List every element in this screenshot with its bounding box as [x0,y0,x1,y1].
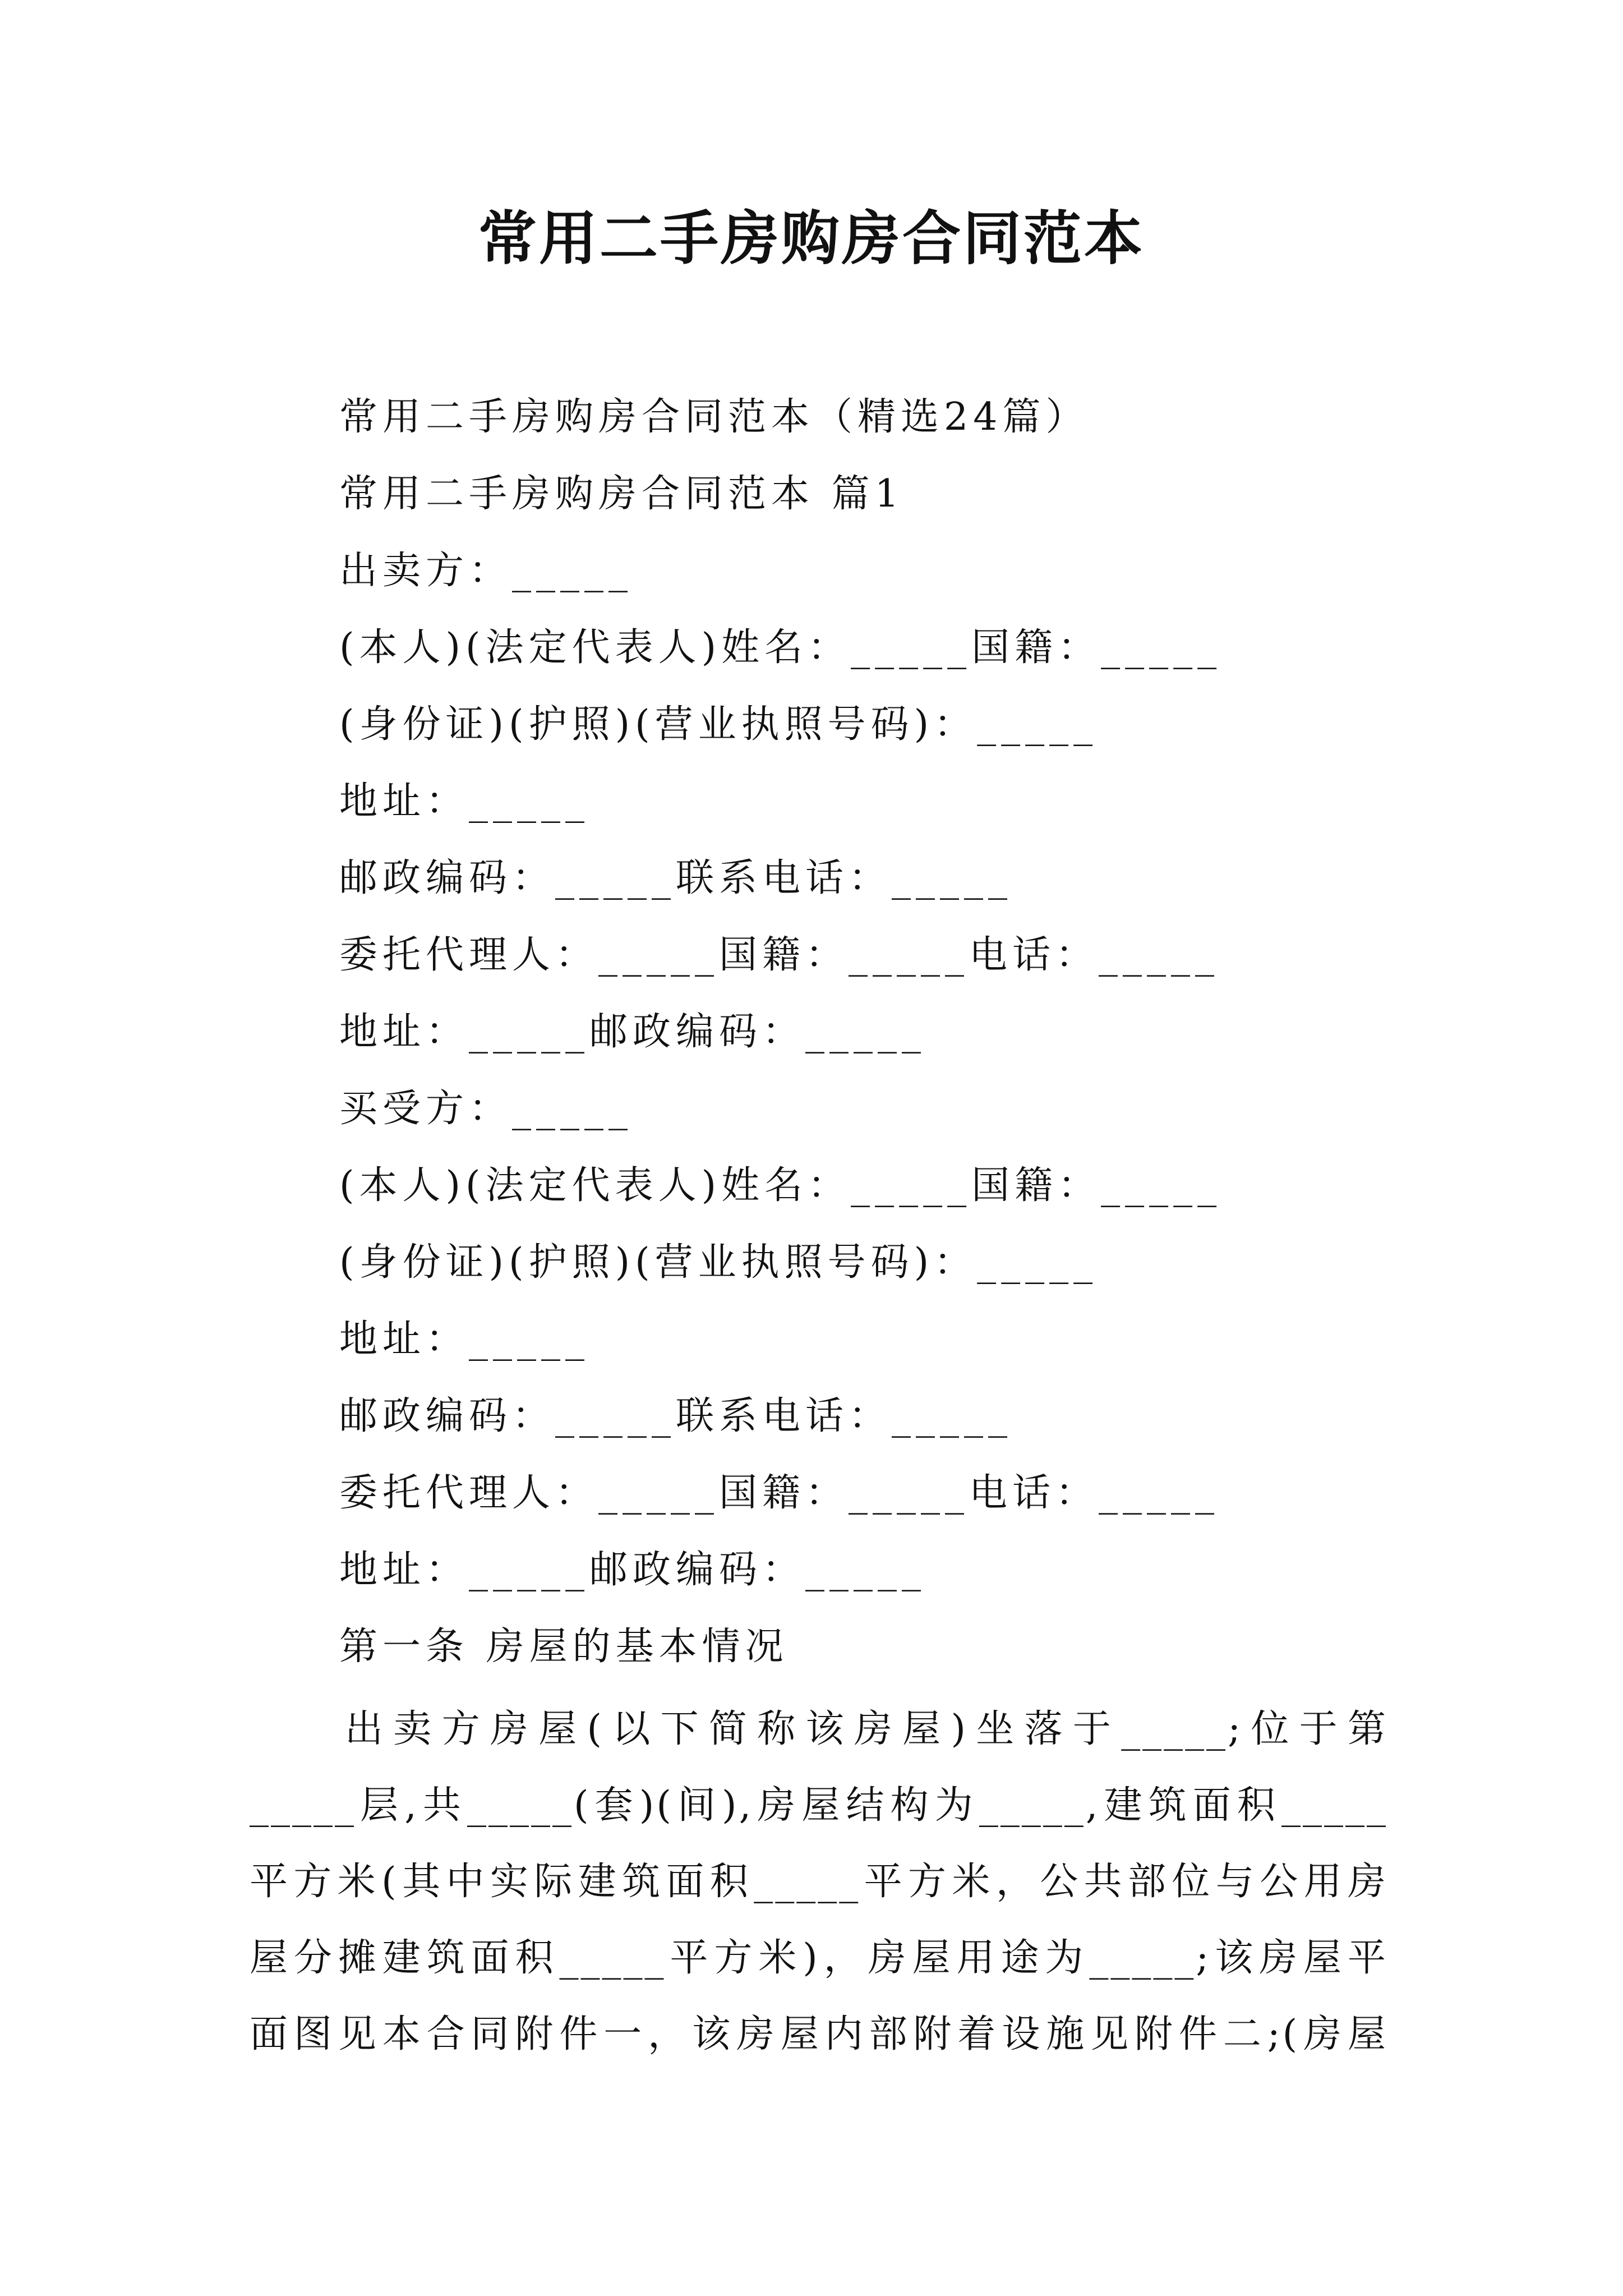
section-heading: 常用二手房购房合同范本 篇1 [339,472,904,516]
seller-agent-address-line: 地址：_____邮政编码：_____ [339,1010,926,1054]
seller-line: 出卖方：_____ [339,549,633,593]
buyer-agent-address-line: 地址：_____邮政编码：_____ [339,1548,926,1592]
buyer-line: 买受方：_____ [339,1087,633,1131]
paragraph-line: 面图见本合同附件一，该房屋内部附着设施见附件二;(房屋 [250,2012,1388,2056]
subtitle-line: 常用二手房购房合同范本（精选24篇） [339,395,1089,439]
seller-contact-line: 邮政编码：_____联系电话：_____ [339,856,1013,900]
seller-agent-line: 委托代理人：_____国籍：_____电话：_____ [339,933,1220,977]
buyer-id-line: (身份证)(护照)(营业执照号码)：_____ [339,1240,1098,1285]
document-title: 常用二手房购房合同范本 [478,204,1145,273]
paragraph-line: 平方米(其中实际建筑面积_____平方米，公共部位与公用房 [250,1860,1388,1904]
buyer-name-line: (本人)(法定代表人)姓名：_____国籍：_____ [339,1163,1222,1208]
seller-id-line: (身份证)(护照)(营业执照号码)：_____ [339,702,1098,747]
article-one-heading: 第一条 房屋的基本情况 [339,1625,789,1669]
contract-header-block [339,379,1405,1685]
paragraph-line: 屋分摊建筑面积_____平方米)，房屋用途为_____;该房屋平 [250,1936,1388,1980]
paragraph-line: _____层,共_____(套)(间),房屋结构为_____,建筑面积_____ [250,1783,1388,1828]
article-one-paragraph [250,1691,1388,2073]
buyer-address-line: 地址：_____ [339,1317,590,1361]
buyer-contact-line: 邮政编码：_____联系电话：_____ [339,1394,1013,1438]
paragraph-line: 出卖方房屋(以下简称该房屋)坐落于_____;位于第 [345,1707,1388,1751]
seller-name-line: (本人)(法定代表人)姓名：_____国籍：_____ [339,625,1222,670]
buyer-agent-line: 委托代理人：_____国籍：_____电话：_____ [339,1471,1220,1515]
seller-address-line: 地址：_____ [339,779,590,823]
